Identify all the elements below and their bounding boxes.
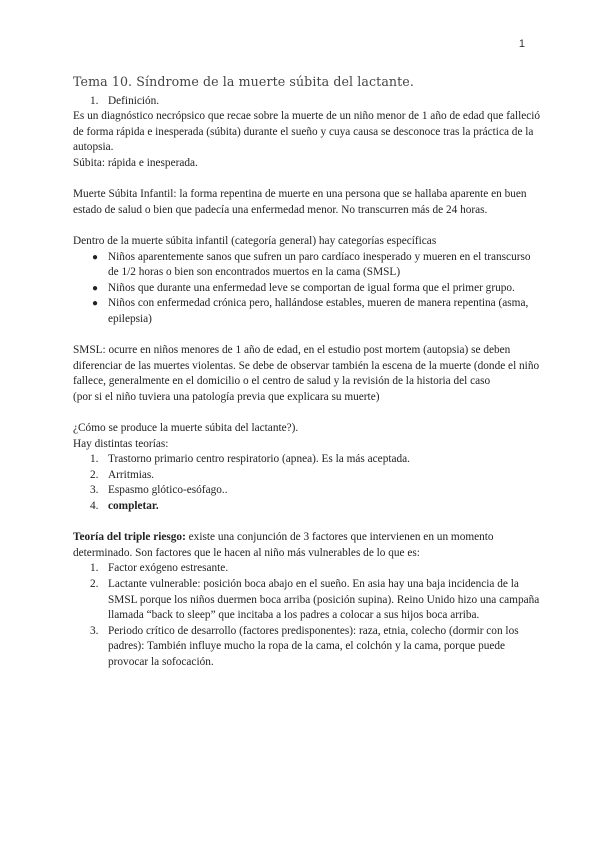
item-number: 2. [90, 468, 99, 481]
subita-line: Súbita: rápida e inesperada. [73, 156, 198, 169]
item-number: 3. [90, 624, 99, 637]
list-item-text: Periodo crítico de desarrollo (factores predisponentes): raza, etnia, colecho (dormir con los padres): También influye mucho la ropa de la cama, el colchón y la cama, porque puede provocar la sofocación. [108, 624, 519, 668]
list-item [73, 624, 543, 671]
list-item-text: completar. [108, 500, 159, 513]
triple-risk-text: existe una conjunción de 3 factores que intervienen en un momento determinado. Son factores que le hacen al niño más vulnerables de lo que es: [73, 531, 494, 559]
list-item [73, 561, 543, 577]
list-item [73, 483, 543, 499]
bullet-icon: ● [92, 298, 99, 310]
list-item [73, 468, 543, 484]
section-heading-item [73, 94, 543, 110]
section-heading: Definición. [108, 94, 160, 107]
item-number: 1. [90, 453, 99, 466]
bullet-icon: ● [92, 251, 99, 263]
item-number: 3. [90, 484, 99, 497]
list-item-text: Espasmo glótico-esófago.. [108, 484, 228, 497]
list-item [73, 499, 543, 515]
triple-risk-label: Teoría del triple riesgo: [73, 531, 186, 544]
item-number: 1. [90, 562, 99, 575]
theories-list [73, 452, 543, 514]
list-item [73, 452, 543, 468]
msi-paragraph: Muerte Súbita Infantil: la forma repentina de muerte en una persona que se hallaba aparente en buen estado de salud o bien que padecía una enfermedad menor. No transcurren más de 24 horas. [73, 188, 527, 216]
item-number: 2. [90, 578, 99, 590]
list-item-text: Niños aparentemente sanos que sufren un paro cardíaco inesperado y mueren en el transcurso de 1/2 horas o bien son encontrados muertos en la cama (SMSL) [108, 250, 531, 279]
triple-risk-paragraph [73, 530, 543, 561]
bullet-icon: ● [92, 282, 99, 294]
list-item [73, 250, 543, 281]
document-body [73, 74, 543, 671]
list-item-text: Lactante vulnerable: posición boca abajo en el sueño. En asia hay una baja incidencia de la SMSL porque los niños duermen boca arriba (posición supina). Reino Unido hizo una campaña llamada “back to sleep” que incitaba a los padres a colocar a sus hijos boca arriba. [108, 578, 540, 622]
factors-list [73, 561, 543, 670]
list-item-text: Niños con enfermedad crónica pero, hallándose estables, mueren de manera repentina (asma, epilepsia) [108, 297, 529, 325]
list-item-text: Trastorno primario centro respiratorio (apnea). Es la más aceptada. [108, 453, 410, 466]
list-item [73, 281, 543, 297]
page-number: 1 [518, 38, 525, 50]
item-number: 4. [90, 500, 99, 513]
list-item-text: Arritmias. [108, 468, 155, 481]
definition-paragraph: Es un diagnóstico necrópsico que recae sobre la muerte de un niño menor de 1 año de edad que falleció de forma rápida e inesperada (súbita) durante el sueño y cuya causa se desconoce tras la práctica de la autopsia. [73, 110, 541, 154]
how-question: ¿Cómo se produce la muerte súbita del lactante?). [73, 422, 299, 435]
document-title: Tema 10. Síndrome de la muerte súbita del lactante. [73, 74, 414, 89]
smsl-paragraph: SMSL: ocurre en niños menores de 1 año de edad, en el estudio post mortem (autopsia) se deben diferenciar de las muertes violentas. Se debe de observar también la escena de la muerte (donde el niño fallece, generalmente en el domicilio o el centro de salud y la revisión de la historia del caso [73, 344, 540, 388]
list-item [73, 577, 543, 624]
list-item-text: Factor exógeno estresante. [108, 562, 229, 575]
section-list [73, 94, 543, 110]
smsl-note: (por si el niño tuviera una patología previa que explicara su muerte) [73, 390, 380, 403]
categories-list [73, 250, 543, 328]
how-intro: Hay distintas teorías: [73, 437, 169, 450]
list-item [73, 296, 543, 327]
list-item-text: Niños que durante una enfermedad leve se comportan de igual forma que el primer grupo. [108, 281, 515, 294]
section-number: 1. [90, 94, 99, 107]
categories-intro: Dentro de la muerte súbita infantil (categoría general) hay categorías específicas [73, 234, 437, 247]
